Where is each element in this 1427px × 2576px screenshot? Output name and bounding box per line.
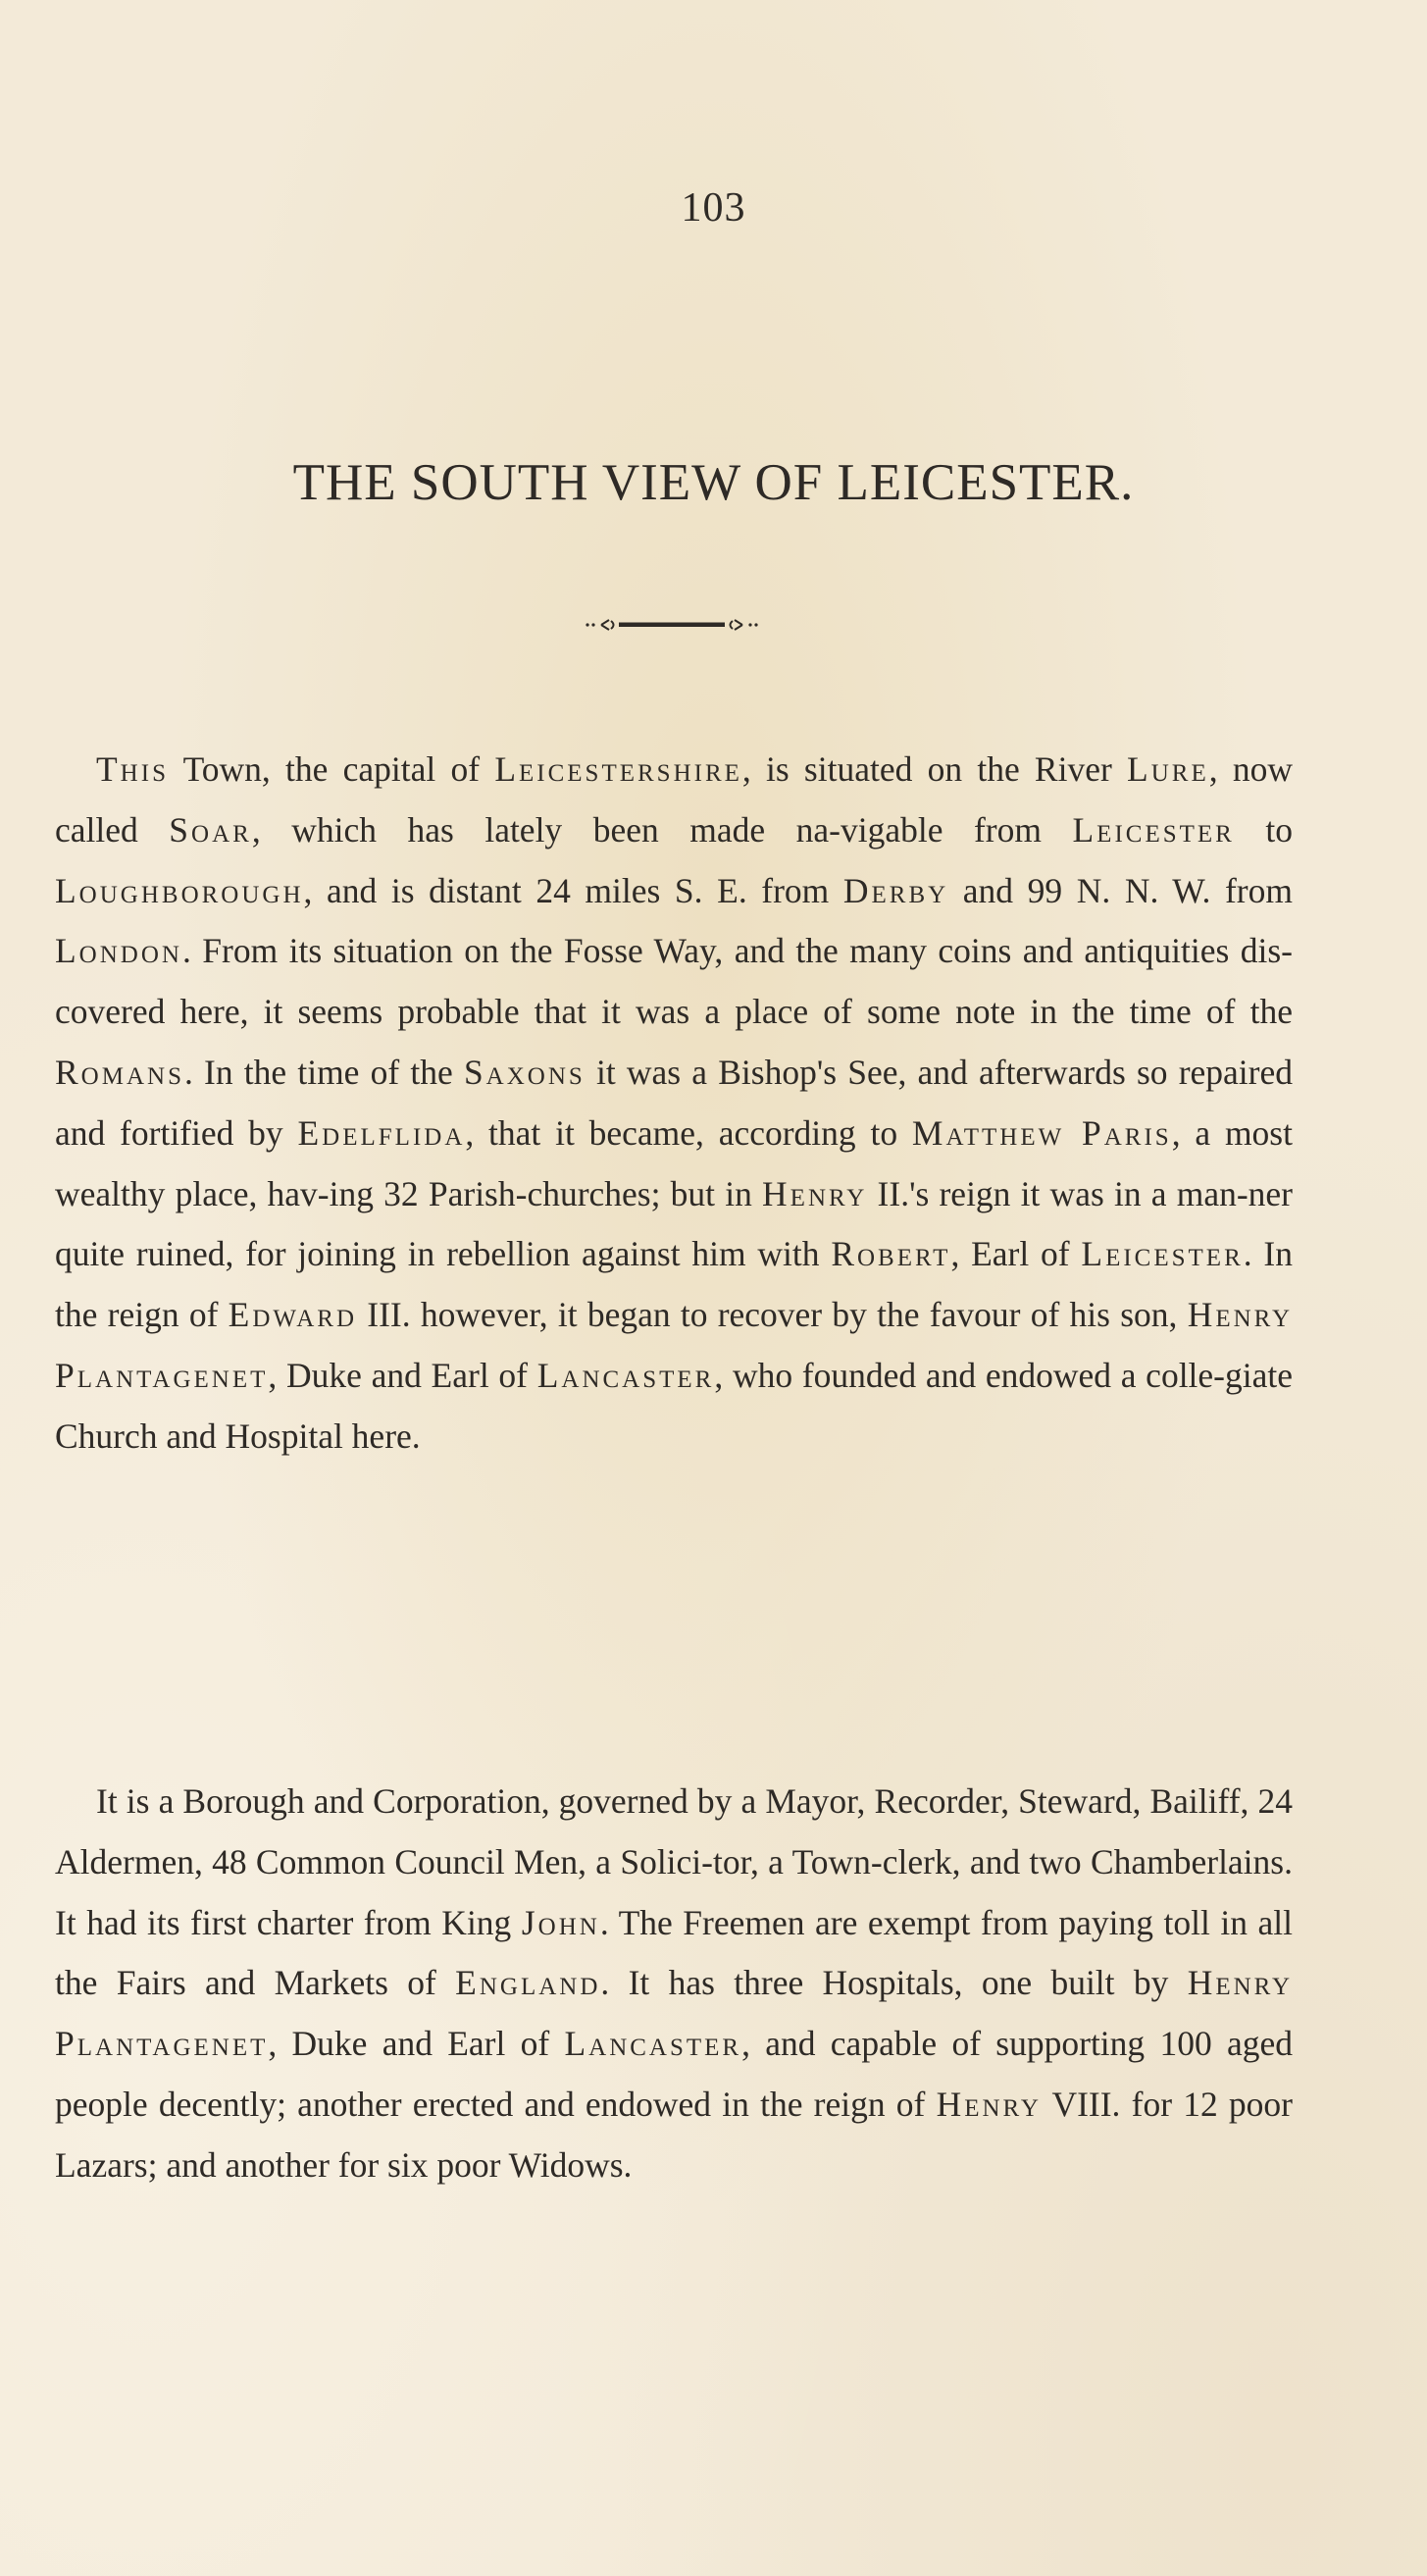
place-name: Lancaster (536, 1355, 715, 1395)
person-name: Matthew Paris (911, 1112, 1172, 1153)
text-span: . From its situation on the Fosse Way, and the many coins and antiquities dis-covered here, it seems probable that it was a place of some note in the time of the (55, 931, 1293, 1032)
person-name: Henry Plantagenet (55, 1963, 1293, 2064)
place-name: Leicester (1081, 1234, 1244, 1274)
text-span: and 99 N. N. W. from (948, 870, 1293, 910)
text-span: , and capable of supporting 100 aged people decently; another erected and endowed in the reign of (55, 2024, 1293, 2124)
place-name: Loughborough (55, 870, 304, 910)
text-span: II.'s reign it was in a man-ner quite ruined, for joining in rebellion against him with (55, 1173, 1293, 1274)
person-name: Henry Plantagenet (55, 1295, 1293, 1395)
text-span: VIII. for 12 poor Lazars; and another for six poor Widows. (55, 2084, 1294, 2185)
place-name: London (55, 931, 182, 971)
page-title: THE SOUTH VIEW OF LEICESTER. (292, 454, 1135, 511)
text-span: , and is distant 24 miles S. E. from (303, 870, 843, 910)
text-span: , who founded and endowed a colle-giate Church and Hospital here. (55, 1355, 1293, 1456)
text-span: , which has lately been made na-vigable from (251, 809, 1073, 850)
person-name: Henry (936, 2084, 1042, 2124)
text-span: , a most wealthy place, hav-ing 32 Parish-churches; but in (55, 1112, 1293, 1213)
person-name: Robert (831, 1234, 951, 1274)
place-name: Leicester (1072, 809, 1235, 850)
paragraph-corporation (55, 1772, 1293, 2196)
text-span: . In the time of the (183, 1052, 464, 1092)
paragraph-town-history (55, 740, 1293, 1468)
text-span: Town, the capital of (168, 749, 495, 789)
text-span: , now called (55, 749, 1293, 850)
place-name: Leicestershire (494, 749, 742, 789)
place-name: Soar (169, 809, 252, 850)
text-span: . In the reign of (55, 1234, 1294, 1335)
text-span: . It has three Hospitals, one built by (600, 1963, 1188, 2003)
text-span: This (96, 749, 169, 789)
text-span: , Earl of (950, 1234, 1082, 1274)
text-span: It is a Borough and Corporation, governed by a Mayor, Recorder, Steward, Bailiff, 24 Aldermen, 48 Common Council Men, a Solici-tor, a Town-clerk, and two Chamberlains. It had its first charter from King (55, 1781, 1293, 1942)
text-span: it was a Bishop's See, and afterwards so repaired and fortified by (55, 1052, 1293, 1153)
people-name: Saxons (463, 1052, 586, 1092)
people-name: Romans (55, 1052, 184, 1092)
text-span: , Duke and Earl of (268, 2024, 565, 2064)
text-span: , Duke and Earl of (268, 1355, 537, 1395)
page-number: 103 (681, 185, 746, 231)
place-name: England (455, 1963, 601, 2003)
text-span: , is situated on the River (741, 749, 1128, 789)
place-name: Lancaster (564, 2024, 742, 2064)
text-span: to (1234, 809, 1293, 850)
text-span: , that it became, according to (465, 1112, 912, 1153)
person-name: Edward (228, 1295, 358, 1335)
person-name: Edelflida (297, 1112, 466, 1153)
place-name: Lure (1127, 749, 1209, 789)
text-span: . The Freemen are exempt from paying toll in all the Fairs and Markets of (55, 1902, 1294, 2003)
place-name: Derby (842, 870, 949, 910)
person-name: John (521, 1902, 600, 1942)
person-name: Henry (762, 1173, 868, 1213)
ornamental-rule (584, 618, 760, 632)
text-span: III. however, it began to recover by the favour of his son, (357, 1295, 1188, 1335)
